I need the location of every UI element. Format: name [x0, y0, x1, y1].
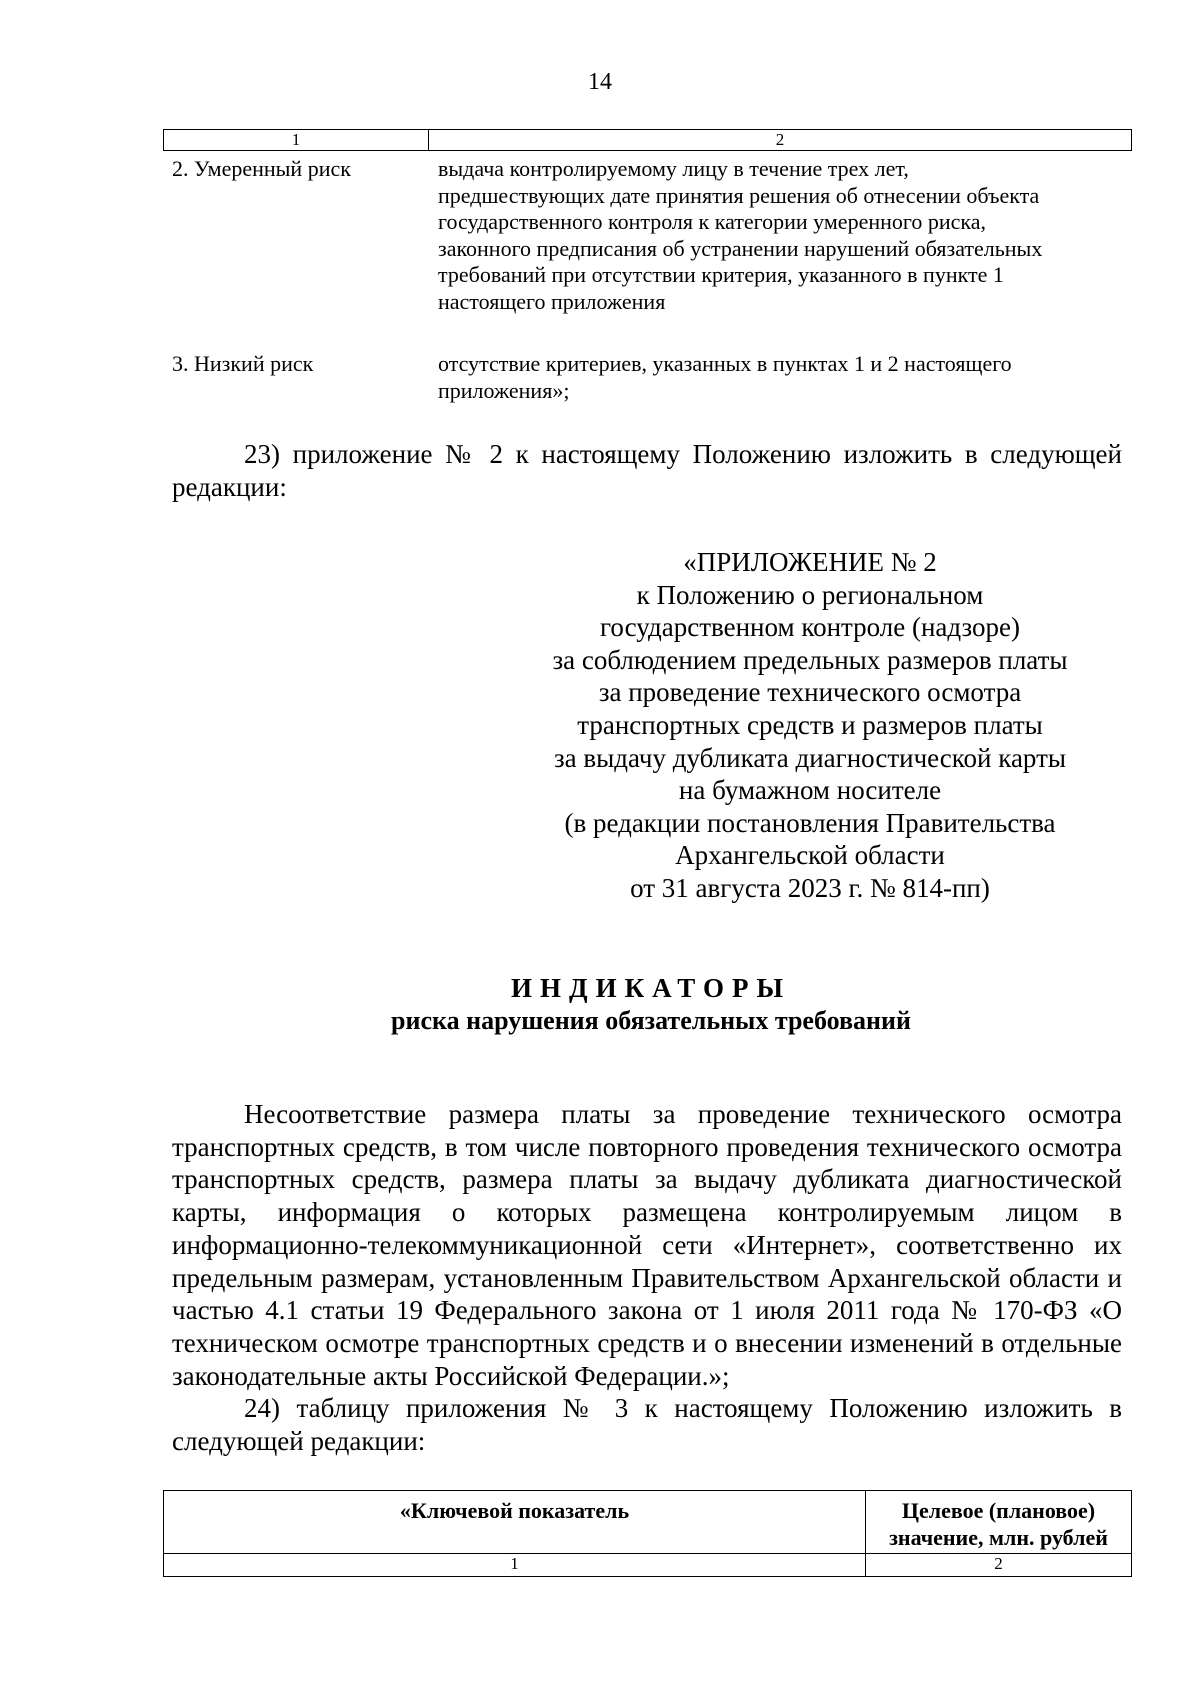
top-table-col-2-number: 2 [775, 130, 785, 149]
indicators-subtitle: риска нарушения обязательных требований [391, 1006, 911, 1035]
page-number: 14 [588, 69, 612, 95]
target-value-column-header: Целевое (плановое) значение, млн. рублей [889, 1498, 1108, 1550]
appendix-heading [540, 546, 1080, 905]
risk-description-line: отсутствие критериев, указанных в пунктах 1 и 2 настоящего [438, 351, 1012, 376]
appendix-heading-line: (в редакции постановления Правительства [564, 807, 1056, 838]
paragraph-item-23 [172, 438, 1122, 503]
top-table-header-row [163, 129, 1132, 151]
appendix-heading-line: «ПРИЛОЖЕНИЕ № 2 [683, 547, 937, 577]
key-indicator-column-number: 1 [164, 1554, 866, 1576]
key-indicators-table-header-row [164, 1491, 1131, 1554]
appendix-heading-line: за проведение технического осмотра [598, 677, 1022, 708]
risk-description-line: требований при отсутствии критерия, указанного в пункте 1 [438, 262, 1004, 287]
appendix-heading-line: государственном контроле (надзоре) [600, 612, 1020, 643]
risk-description-line: приложения»; [438, 377, 570, 403]
risk-description-low [438, 351, 1138, 404]
paragraph-main-indicator-text: Несоответствие размера платы за проведение технического осмотра транспортных средств, в том числе повторного проведения технического осмотра транспортных средств, размера платы за выдачу дубликата диагностической карты, информация о которых размещена контролируемым лицом в информационно-телекоммуникационной сети «Интернет», соответственно их предельным размерам, установленным Правительством Архангельской области и частью 4.1 статьи 19 Федерального закона от 1 июля 2011 года № 170-ФЗ «О техническом осмотре транспортных средств и о внесении изменений в отдельные законодательные акты Российской Федерации.»; [172, 1099, 1122, 1391]
risk-description-line: законного предписания об устранении нарушений обязательных [438, 235, 1043, 261]
risk-description-moderate [438, 156, 1138, 315]
appendix-heading-line: за выдачу дубликата диагностической карты [553, 742, 1067, 773]
paragraph-main-indicator [172, 1098, 1122, 1392]
top-table-col-1-number: 1 [164, 130, 429, 150]
appendix-heading-line: на бумажном носителе [678, 775, 942, 806]
paragraph-item-24-text: 24) таблицу приложения № 3 к настоящему Положению изложить в следующей редакции: [172, 1393, 1122, 1456]
key-indicators-table [163, 1490, 1132, 1577]
risk-label-moderate: 2. Умеренный риск [172, 156, 351, 181]
appendix-heading-line: за соблюдением предельных размеров платы [552, 644, 1068, 675]
key-indicator-column-header: «Ключевой показатель [164, 1491, 866, 1553]
appendix-heading-line: Архангельской области [675, 840, 945, 871]
risk-label-low: 3. Низкий риск [172, 351, 314, 376]
risk-description-line: государственного контроля к категории умеренного риска, [438, 209, 987, 234]
appendix-heading-line: от 31 августа 2023 г. № 814-пп) [630, 872, 990, 903]
appendix-heading-line: транспортных средств и размеров платы [577, 709, 1043, 740]
indicators-title: ИНДИКАТОРЫ [511, 973, 791, 1003]
risk-description-line: настоящего приложения [438, 288, 666, 314]
risk-description-line: выдача контролируемому лицу в течение трех лет, [438, 156, 909, 181]
paragraph-item-24 [172, 1392, 1122, 1457]
target-value-column-number: 2 [994, 1554, 1003, 1573]
appendix-heading-line: к Положению о региональном [636, 579, 984, 610]
risk-description-line: предшествующих дате принятия решения об отнесении объекта [438, 182, 1040, 208]
key-indicators-table-number-row [164, 1554, 1131, 1576]
paragraph-item-23-text: 23) приложение № 2 к настоящему Положению изложить в следующей редакции: [172, 439, 1122, 502]
